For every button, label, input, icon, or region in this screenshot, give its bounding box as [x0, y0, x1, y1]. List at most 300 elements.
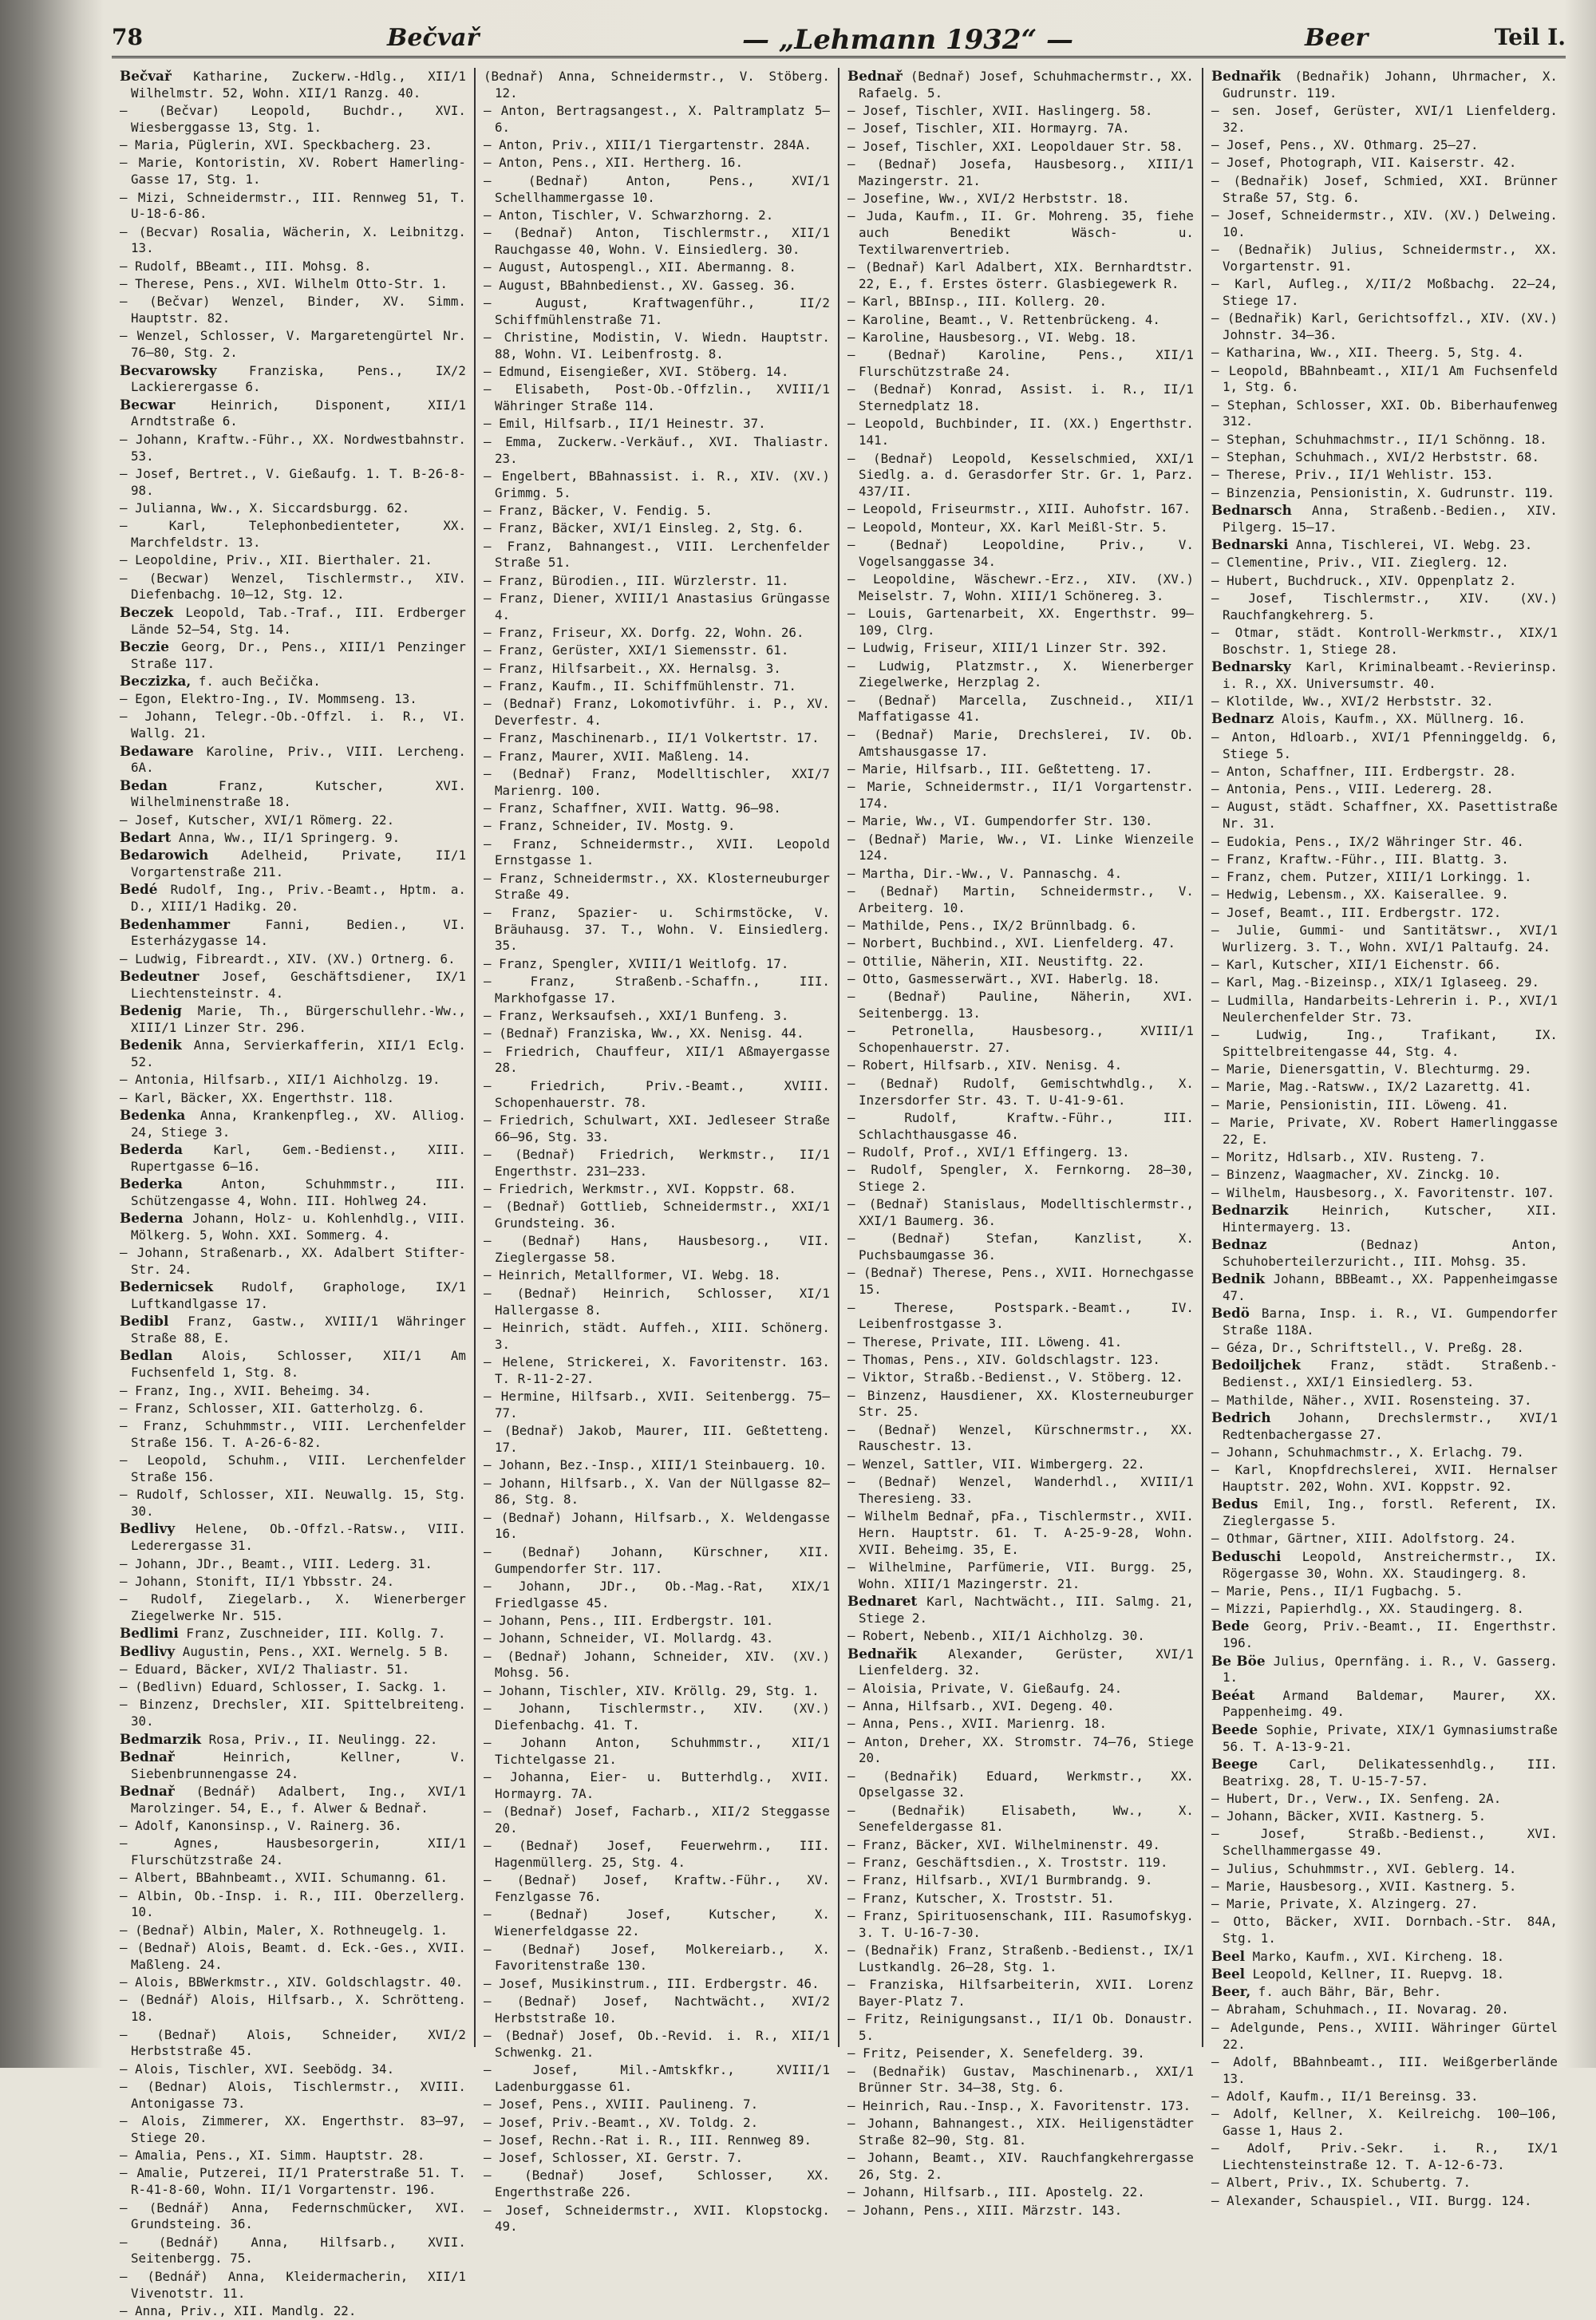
- directory-entry: [484, 294, 830, 329]
- entry-text: — Rudolf, Schlosser, XII. Neuwallg. 15, Stg. 30.: [120, 1487, 466, 1520]
- directory-entry: [484, 678, 830, 695]
- entry-text: Marie, Th., Bürgerschullehr.-Ww., XIII/1 Linzer Str. 296.: [131, 1003, 466, 1035]
- entry-text: — (Bednařik) Elisabeth, Ww., X. Senefeldergasse 81.: [847, 1802, 1194, 1835]
- entry-text: — Wilhelm Bednař, pFa., Tischlermstr., XVII. Hern. Hauptstr. 61. T. A-25-9-28, Wohn. XVII. Beheimg. 35, E.: [847, 1508, 1194, 1557]
- page-number: 78: [112, 24, 143, 50]
- entry-text: — Franz, Bäcker, V. Fendig. 5.: [484, 502, 713, 518]
- directory-entry: [484, 2132, 830, 2149]
- entry-text: — Johann, Telegr.-Ob.-Offzl. i. R., VI. Wallg. 21.: [120, 709, 466, 741]
- entry-text: — Johann, Stonift, II/1 Ybbsstr. 24.: [120, 1573, 395, 1589]
- entry-text: Augustin, Pens., XXI. Wernelg. 5 B.: [175, 1643, 450, 1659]
- directory-entry: [484, 1319, 830, 1354]
- directory-entry: [484, 520, 830, 537]
- entry-text: — Karl, Telephonbedienteter, XX. Marchfeldstr. 13.: [120, 518, 466, 551]
- directory-entry: [847, 953, 1194, 970]
- entry-surname: Bednaz: [1211, 1235, 1267, 1252]
- directory-entry: [120, 1107, 466, 1141]
- directory-entry: [1211, 798, 1558, 832]
- entry-text: — Johann, Hilfsarb., III. Apostelg. 22.: [847, 2184, 1145, 2200]
- directory-entry: [847, 1456, 1194, 1473]
- entry-surname: Bedé: [120, 881, 158, 898]
- directory-entry: [484, 415, 830, 433]
- entry-text: — Josef, Rechn.-Rat i. R., III. Rennweg 89.: [484, 2132, 812, 2148]
- entry-surname: Bedernicsek: [120, 1279, 214, 1295]
- entry-text: — Johann, Bäcker, XVII. Kastnerg. 5.: [1211, 1808, 1487, 1824]
- entry-text: — Amalia, Pens., XI. Simm. Hauptstr. 28.: [120, 2148, 425, 2164]
- directory-entry: [1211, 1825, 1558, 1860]
- entry-text: — (Bednař) Stefan, Kanzlist, X. Puchsbaumgasse 36.: [847, 1231, 1194, 1263]
- directory-entry: [1211, 763, 1558, 781]
- directory-entry: [120, 189, 466, 223]
- directory-entry: [120, 2268, 466, 2302]
- directory-entry: [120, 223, 466, 258]
- entry-text: — (Bednař) Johann, Kürschner, XII. Gumpendorfer Str. 117.: [484, 1543, 830, 1576]
- entry-text: — Antonia, Hilfsarb., XII/1 Aichholzg. 19.: [120, 1072, 440, 1088]
- entry-text: — Moritz, Hdlsarb., XIV. Rusteng. 7.: [1211, 1148, 1487, 1164]
- entry-text: — Johann, JDr., Ob.-Mag.-Rat, XIX/1 Friedlgasse 45.: [484, 1578, 830, 1611]
- directory-entry: [1211, 1271, 1558, 1305]
- entry-text: — Ludwig, Platzmstr., X. Wienerberger Ziegelwerke, Herzplag 2.: [847, 658, 1194, 690]
- entry-text: Franz, Gastw., XVIII/1 Währinger Straße 88, E.: [131, 1314, 466, 1346]
- directory-entry: [484, 433, 830, 468]
- entry-surname: Bedenik: [120, 1037, 182, 1053]
- directory-entry: [847, 935, 1194, 952]
- entry-text: — Stephan, Schuhmach., XVI/2 Herbststr. 68.: [1211, 449, 1540, 465]
- directory-entry: [120, 1244, 466, 1279]
- directory-entry: [847, 381, 1194, 415]
- entry-surname: Beczek: [120, 603, 174, 620]
- directory-entry: [120, 1279, 466, 1313]
- entry-text: — Josef, Bertret., V. Gießaufg. 1. T. B-26-8-98.: [120, 465, 466, 498]
- directory-entry: [484, 2202, 830, 2236]
- directory-entry: [120, 1141, 466, 1176]
- directory-entry: [484, 1769, 830, 1803]
- entry-text: — (Bednař) Karoline, Pens., XII/1 Flurschützstraße 24.: [847, 347, 1194, 380]
- directory-entry: [120, 136, 466, 154]
- entry-text: — Franz, Spazier- u. Schirmstöcke, V. Bräuhausg. 37. T., Wohn. V. Einsiedlerg. 35.: [484, 904, 830, 954]
- entry-text: Georg, Priv.-Beamt., II. Engerthstr. 196.: [1223, 1618, 1558, 1651]
- directory-entry: [1211, 1392, 1558, 1409]
- directory-entry: [847, 1733, 1194, 1768]
- directory-entry: [1211, 624, 1558, 658]
- entry-text: — Franz, Bahnangest., VIII. Lerchenfelder Straße 51.: [484, 538, 830, 571]
- directory-entry: [484, 1578, 830, 1612]
- entry-text: Franz, Zuschneider, III. Kollg. 7.: [178, 1626, 446, 1642]
- entry-text: — Josef, Pens., XVIII. Paulineng. 7.: [484, 2097, 759, 2113]
- entry-text: Johann, Drechslermstr., XVI/1 Redtenbachergasse 27.: [1223, 1409, 1558, 1442]
- directory-entry: [1211, 1236, 1558, 1271]
- entry-surname: Bedart: [120, 829, 172, 846]
- directory-entry: [484, 1025, 830, 1042]
- directory-entry: [484, 1232, 830, 1267]
- entry-text: Rudolf, Ing., Priv.-Beamt., Hptm. a. D., XIII/1 Hadikg. 20.: [131, 882, 466, 915]
- directory-entry: [1211, 904, 1558, 922]
- directory-entry: [120, 1749, 466, 1783]
- directory-entry: [1211, 1061, 1558, 1078]
- entry-text: Johann, Holz- u. Kohlenhdlg., VIII. Mölkerg. 5, Wohn. XXI. Sommerg. 4.: [131, 1211, 466, 1243]
- entry-text: — Friedrich, Chauffeur, XII/1 Aßmayergasse 28.: [484, 1043, 830, 1076]
- entry-text: — (Bednař) Therese, Pens., XVII. Hornechgasse 15.: [847, 1265, 1194, 1298]
- directory-entry: [847, 1299, 1194, 1334]
- entry-text: Marko, Kaufm., XVI. Kircheng. 18.: [1245, 1948, 1505, 1964]
- entry-surname: Beczie: [120, 638, 169, 654]
- directory-entry: [1211, 1148, 1558, 1166]
- directory-entry: [1211, 275, 1558, 310]
- entry-text: — Petronella, Hausbesorg., XVIII/1 Schopenhauerstr. 27.: [847, 1023, 1194, 1056]
- entry-text: — Otto, Bäcker, XVII. Dornbach.-Str. 84A, Stg. 1.: [1211, 1914, 1558, 1947]
- directory-entry: [847, 68, 1194, 102]
- entry-text: — Agnes, Hausbesorgerin, XII/1 Flurschützstraße 24.: [120, 1836, 466, 1868]
- entry-text: — Emma, Zuckerw.-Verkäuf., XVI. Thaliastr. 23.: [484, 433, 830, 466]
- entry-text: — Heinrich, städt. Auffeh., XIII. Schönerg. 3.: [484, 1319, 830, 1352]
- directory-entry: [484, 1509, 830, 1543]
- entry-text: — Marie, Kontoristin, XV. Robert Hamerling-Gasse 17, Stg. 1.: [120, 155, 466, 188]
- entry-text: — (Bednař) Karl Adalbert, XIX. Bernhardtstr. 22, E., f. Erstes österr. Glasbiegewerk R.: [847, 259, 1194, 292]
- directory-entry: [120, 1678, 466, 1696]
- entry-text: — Binzenz, Waagmacher, XV. Zinckg. 10.: [1211, 1167, 1502, 1183]
- entry-text: — Adolf, BBahnbeamt., III. Weißgerberlände 13.: [1211, 2053, 1558, 2086]
- entry-surname: Bečvař: [120, 68, 172, 84]
- directory-entry: [1211, 1756, 1558, 1790]
- directory-entry: [1211, 466, 1558, 484]
- entry-text: — Franz, Schuhmmstr., VIII. Lerchenfelder Straße 156. T. A-26-6-82.: [120, 1418, 466, 1450]
- entry-text: — Alexander, Schauspiel., VII. Burgg. 124.: [1211, 2192, 1532, 2208]
- directory-entry: [120, 916, 466, 951]
- entry-surname: Be Böe: [1211, 1652, 1266, 1669]
- entry-text: — Josef, Straßb.-Bedienst., XVI. Schellhammergasse 49.: [1211, 1826, 1558, 1859]
- directory-entry: [847, 1836, 1194, 1854]
- entry-text: — (Bednařik) Julius, Schneidermstr., XX. Vorgartenstr. 91.: [1211, 241, 1558, 274]
- entry-text: — sen. Josef, Gerüster, XVI/1 Lienfelderg. 32.: [1211, 103, 1558, 135]
- directory-entry: [120, 1382, 466, 1400]
- directory-entry: [847, 138, 1194, 156]
- entry-text: Helene, Ob.-Offzl.-Ratsw., VIII. Lederergasse 31.: [131, 1521, 466, 1554]
- entry-text: — Franz, Schneidermstr., XVII. Leopold Ernstgasse 1.: [484, 836, 830, 868]
- entry-text: — Wenzel, Sattler, VII. Wimbergerg. 22.: [847, 1456, 1145, 1472]
- directory-entry: [1211, 68, 1558, 102]
- directory-entry: [120, 1452, 466, 1486]
- directory-entry: [484, 154, 830, 172]
- entry-text: Carl, Delikatessenhdlg., III. Beatrixg. 28, T. U-15-7-57.: [1223, 1756, 1558, 1788]
- entry-text: f. auch Bečička.: [191, 673, 321, 689]
- entry-text: — Josef, Schneidermstr., XIV. (XV.) Delweing. 10.: [1211, 207, 1558, 239]
- entry-surname: Bedlivy: [120, 1642, 176, 1659]
- entry-text: — Franz, Schneidermstr., XX. Klosterneuburger Straße 49.: [484, 870, 830, 903]
- directory-entry: [1211, 572, 1558, 590]
- entry-text: — Aloisia, Private, V. Gießaufg. 24.: [847, 1680, 1123, 1696]
- entry-text: — Ottilie, Näherin, XII. Neustiftg. 22.: [847, 953, 1145, 969]
- entry-text: — Franz, Spengler, XVIII/1 Weitlofg. 17.: [484, 955, 789, 971]
- entry-text: Karl, Kriminalbeamt.-Revierinsp. i. R., XX. Universumstr. 40.: [1223, 659, 1558, 691]
- entry-text: — Franz, Hilfsarb., XVI/1 Burmbrandg. 9.: [847, 1872, 1153, 1888]
- directory-entry: [1211, 1948, 1558, 1966]
- directory-entry: [120, 570, 466, 604]
- entry-text: — Karl, BBInsp., III. Kollerg. 20.: [847, 294, 1108, 310]
- directory-entry: [847, 571, 1194, 605]
- entry-text: Georg, Dr., Pens., XIII/1 Penzinger Straße 117.: [131, 638, 466, 671]
- entry-text: — (Bednař) Marie, Drechslerei, IV. Ob. Amtshausgasse 17.: [847, 726, 1194, 759]
- directory-entry: [1211, 1895, 1558, 1913]
- directory-entry: [1211, 502, 1558, 536]
- directory-entry: [120, 743, 466, 777]
- entry-text: — (Bednař) Josef, Molkereiarb., X. Favoritenstraße 130.: [484, 1941, 830, 1974]
- directory-entry: [484, 172, 830, 207]
- entry-text: Franz, städt. Straßenb.-Bedienst., XXI/1 Einsiedlerg. 53.: [1223, 1358, 1558, 1390]
- directory-entry: [847, 415, 1194, 449]
- entry-text: — Anton, Dreher, XX. Stromstr. 74—76, Stiege 20.: [847, 1733, 1194, 1766]
- directory-entry: [1211, 1808, 1558, 1825]
- directory-entry: [1211, 397, 1558, 431]
- column-1: [112, 68, 476, 2318]
- directory-entry: [484, 1354, 830, 1388]
- directory-entry: [847, 761, 1194, 778]
- entry-text: — Johann, Bahnangest., XIX. Heiligenstädter Straße 82—90, Stg. 81.: [847, 2116, 1194, 2148]
- entry-text: — (Bednař) Josef, Facharb., XII/2 Steggasse 20.: [484, 1804, 830, 1836]
- directory-entry: [847, 831, 1194, 865]
- entry-surname: Bedlan: [120, 1347, 173, 1364]
- entry-text: — Johann, JDr., Beamt., VIII. Lederg. 31.: [120, 1555, 433, 1571]
- directory-entry: [484, 2096, 830, 2113]
- entry-text: — Leopold, BBahnbeamt., XII/1 Am Fuchsenfeld 1, Stg. 6.: [1211, 362, 1558, 395]
- entry-text: — Hedwig, Lebensm., XX. Kaiserallee. 9.: [1211, 887, 1509, 903]
- directory-entry: [847, 207, 1194, 258]
- entry-text: — Karl, Aufleg., X/II/2 Moßbachg. 22—24, Stiege 17.: [1211, 276, 1558, 308]
- entry-text: (Bednař) Josef, Schuhmachermstr., XX. Rafaelg. 5.: [859, 69, 1194, 101]
- directory-entry: [484, 695, 830, 729]
- directory-entry: [847, 1907, 1194, 1942]
- entry-text: — Mathilde, Näher., XVII. Rosensteing. 37.: [1211, 1392, 1532, 1408]
- entry-text: — (Bednař) Marcella, Zuschneid., XII/1 Maffatigasse 41.: [847, 692, 1194, 725]
- directory-entry: [484, 1993, 830, 2027]
- entry-text: — Johann, Tischler, XIV. Kröllg. 29, Stg. 1.: [484, 1682, 820, 1698]
- directory-entry: [1211, 449, 1558, 466]
- entry-text: Karoline, Priv., VIII. Lercheng. 6A.: [131, 743, 466, 776]
- entry-text: — Adolf, Kanonsinsp., V. Rainerg. 36.: [120, 1817, 402, 1833]
- entry-surname: Bedö: [1211, 1305, 1250, 1322]
- directory-entry: [1211, 2001, 1558, 2018]
- entry-text: — (Bednař) Josef, Ob.-Revid. i. R., XII/1 Schwenkg. 21.: [484, 2028, 830, 2060]
- entry-text: — (Bednář) Alois, Hilfsarb., X. Schrötteng. 18.: [120, 1992, 466, 2025]
- entry-text: — Johann, Kraftw.-Führ., XX. Nordwestbahnstr. 53.: [120, 431, 466, 464]
- entry-text: — Ludmilla, Handarbeits-Lehrerin i. P., XVI/1 Neulerchenfelder Str. 73.: [1211, 992, 1558, 1025]
- entry-text: — Géza, Dr., Schriftstell., V. Preßg. 28.: [1211, 1340, 1524, 1356]
- entry-text: — Marie, Hausbesorg., XVII. Kastnerg. 5.: [1211, 1878, 1517, 1894]
- directory-entry: [847, 970, 1194, 988]
- entry-text: — Franz, Bäcker, XVI. Wilhelminenstr. 49.: [847, 1836, 1160, 1852]
- entry-surname: Bede: [1211, 1618, 1250, 1634]
- entry-text: — Franz, Schneider, IV. Mostg. 9.: [484, 818, 736, 834]
- directory-entry: [484, 1285, 830, 1319]
- entry-text: — (Bednař) Josefa, Hausbesorg., XIII/1 Mazingerstr. 21.: [847, 156, 1194, 188]
- directory-entry: [484, 1543, 830, 1578]
- entry-text: — (Bednař) Heinrich, Schlosser, XI/1 Hallergasse 8.: [484, 1285, 830, 1318]
- directory-entry: [120, 1002, 466, 1037]
- entry-text: — Franz, Bäcker, XVI/1 Einsleg. 2, Stg. 6.: [484, 520, 804, 536]
- entry-surname: Beede: [1211, 1721, 1258, 1737]
- directory-entry: [847, 1161, 1194, 1196]
- directory-entry: [1211, 1444, 1558, 1461]
- entry-text: — (Bednař) Anton, Pens., XVI/1 Schellhammergasse 10.: [484, 172, 830, 205]
- directory-entry: [1211, 484, 1558, 502]
- directory-entry: [847, 1646, 1194, 1680]
- directory-entry: [120, 690, 466, 708]
- directory-entry: [847, 1890, 1194, 1907]
- entry-text: — (Bednařik) Eduard, Werkmstr., XX. Opselgasse 32.: [847, 1768, 1194, 1800]
- directory-entry: [1211, 1983, 1558, 2001]
- entry-text: Anna, Tischlerei, VI. Webg. 23.: [1288, 537, 1533, 553]
- entry-text: — Karoline, Beamt., V. Rettenbrückeng. 4.: [847, 311, 1160, 327]
- entry-text: Leopold, Tab.-Traf., III. Erdberger Lände 52—54, Stg. 14.: [131, 604, 466, 637]
- directory-entry: [1211, 2140, 1558, 2174]
- directory-entry: [120, 968, 466, 1002]
- entry-text: — (Bednař) Johann, Hilfsarb., X. Weldengasse 16.: [484, 1509, 830, 1542]
- directory-entry: [484, 1648, 830, 1682]
- entry-text: — Johann Anton, Schuhmmstr., XII/1 Tichtelgasse 21.: [484, 1735, 830, 1767]
- entry-text: — Marie, Mag.-Ratsww., IX/2 Lazarettg. 41.: [1211, 1079, 1532, 1095]
- directory-entry: [1211, 1339, 1558, 1357]
- entry-text: — Rudolf, Prof., XVI/1 Effingerg. 13.: [847, 1144, 1130, 1160]
- entry-text: — Johann, Pens., XIII. Märzstr. 143.: [847, 2202, 1123, 2218]
- entry-text: — Mizi, Schneidermstr., III. Rennweg 51, T. U-18-6-86.: [120, 189, 466, 222]
- entry-surname: Becwar: [120, 396, 176, 413]
- entry-text: — (Bednařik) Gustav, Maschinenarb., XXI/1 Brünner Str. 34—38, Stg. 6.: [847, 2063, 1194, 2096]
- entry-text: — Josef, Tischler, XII. Hormayrg. 7A.: [847, 121, 1130, 136]
- directory-entry: [120, 1486, 466, 1520]
- entry-text: — Karoline, Hausbesorg., VI. Webg. 18.: [847, 329, 1138, 345]
- directory-entry: [484, 1456, 830, 1474]
- directory-entry: [484, 1198, 830, 1232]
- directory-entry: [847, 1871, 1194, 1889]
- entry-text: — Franz, Friseur, XX. Dorfg. 22, Wohn. 26.: [484, 625, 804, 640]
- directory-entry: [484, 1837, 830, 1871]
- directory-entry: [120, 1037, 466, 1071]
- directory-entry: [847, 2184, 1194, 2201]
- entry-text: — Mizzi, Papierhdlg., XX. Staudingerg. 8.: [1211, 1601, 1524, 1617]
- entry-text: — Eudokia, Pens., IX/2 Währinger Str. 46.: [1211, 833, 1524, 849]
- directory-entry: [1211, 922, 1558, 956]
- directory-entry: [847, 1196, 1194, 1230]
- directory-entry: [120, 1817, 466, 1835]
- entry-text: — Franz, Schlosser, XII. Gatterholzg. 6.: [120, 1400, 425, 1416]
- entry-text: — Franz, Straßenb.-Schaffn., III. Markhofgasse 17.: [484, 973, 830, 1006]
- directory-entry: [847, 865, 1194, 883]
- directory-entry: [847, 1369, 1194, 1386]
- directory-entry: [484, 748, 830, 765]
- directory-entry: [1211, 868, 1558, 886]
- directory-entry: [484, 1941, 830, 1975]
- directory-entry: [847, 1022, 1194, 1057]
- entry-text: — Karl, Bäcker, XX. Engerthstr. 118.: [120, 1089, 395, 1105]
- entry-text: — Adolf, Kaufm., II/1 Bereinsg. 33.: [1211, 2088, 1479, 2104]
- entry-text: Anna, Straßenb.-Bedien., XIV. Pilgerg. 15—17.: [1223, 502, 1558, 535]
- directory-entry: [1211, 1461, 1558, 1496]
- directory-entry: [120, 1869, 466, 1887]
- entry-text: — Therese, Postspark.-Beamt., IV. Leibenfrostgasse 3.: [847, 1299, 1194, 1332]
- directory-entry: [847, 917, 1194, 935]
- entry-text: — Johanna, Eier- u. Butterhdlg., XVII. Hormayrg. 7A.: [484, 1769, 830, 1801]
- directory-entry: [1211, 172, 1558, 207]
- entry-text: — Albert, BBahnbeamt., XVII. Schumanng. 61.: [120, 1870, 448, 1886]
- directory-entry: [120, 431, 466, 465]
- directory-entry: [847, 2010, 1194, 2045]
- entry-text: — Otmar, städt. Kontroll-Werkmstr., XIX/1 Boschstr. 1, Stiege 28.: [1211, 625, 1558, 657]
- entry-text: — Friedrich, Schulwart, XXI. Jedleseer Straße 66—96, Stg. 33.: [484, 1112, 830, 1144]
- entry-text: — (Bednař) Anton, Tischlermstr., XII/1 Rauchgasse 40, Wohn. V. Einsiedlerg. 30.: [484, 225, 830, 257]
- directory-entry: [847, 1508, 1194, 1558]
- entry-text: Anna, Ww., II/1 Springerg. 9.: [171, 830, 401, 846]
- entry-text: Alexander, Gerüster, XVI/1 Lienfelderg. 32.: [859, 1646, 1194, 1678]
- directory-entry: [1211, 2174, 1558, 2192]
- entry-surname: Bedan: [120, 777, 168, 793]
- entry-text: — Anna, Priv., XII. Mandlg. 22.: [120, 2302, 357, 2318]
- entry-text: — Clementine, Priv., VII. Zieglerg. 12.: [1211, 555, 1509, 571]
- directory-entry: [484, 329, 830, 363]
- directory-entry: [847, 778, 1194, 812]
- directory-entry: [120, 465, 466, 500]
- entry-text: — (Bednař) Josef, Kraftw.-Führ., XV. Fenzlgasse 76.: [484, 1872, 830, 1905]
- directory-entry: [484, 800, 830, 817]
- entry-text: — Hubert, Buchdruck., XIV. Oppenplatz 2.: [1211, 572, 1517, 588]
- entry-text: — Johann, Hilfsarb., X. Van der Nüllgasse 82—86, Stg. 8.: [484, 1475, 830, 1508]
- entry-text: — (Becwar) Wenzel, Tischlermstr., XIV. Diefenbachg. 10—12, Stg. 12.: [120, 570, 466, 603]
- directory-entry: [120, 708, 466, 742]
- entry-text: — Franz, Maschinenarb., II/1 Volkertstr. 17.: [484, 730, 820, 746]
- entry-text: — Wenzel, Schlosser, V. Margaretengürtel Nr. 76—80, Stg. 2.: [120, 328, 466, 361]
- directory-entry: [484, 1734, 830, 1769]
- entry-text: — Franz, Hilfsarbeit., XX. Hernalsg. 3.: [484, 660, 781, 676]
- directory-entry: [847, 1942, 1194, 1976]
- directory-entry: [847, 346, 1194, 381]
- entry-text: f. auch Bähr, Bär, Behr.: [1250, 1984, 1442, 2000]
- entry-text: Josef, Geschäftsdiener, IX/1 Liechtensteinstr. 4.: [131, 968, 466, 1001]
- entry-text: — (Bednař) Johann, Schneider, XIV. (XV.) Mohsg. 56.: [484, 1648, 830, 1681]
- entry-text: Johann, BBBeamt., XX. Pappenheimgasse 47.: [1223, 1271, 1558, 1303]
- entry-text: — Katharina, Ww., XII. Theerg. 5, Stg. 4.: [1211, 345, 1524, 361]
- entry-text: — Anton, Schaffner, III. Erdbergstr. 28.: [1211, 763, 1517, 779]
- directory-entry: [120, 604, 466, 638]
- directory-entry: [847, 500, 1194, 518]
- entry-text: — Josef, Mil.-Amtskfkr., XVIII/1 Ladenburggasse 61.: [484, 2062, 830, 2094]
- directory-entry: [484, 1180, 830, 1198]
- directory-entry: [1211, 154, 1558, 172]
- entry-text: Alois, Kaufm., XX. Müllnerg. 16.: [1274, 711, 1526, 727]
- directory-entry: [484, 207, 830, 224]
- directory-entry: [484, 1388, 830, 1422]
- directory-entry: [484, 1043, 830, 1077]
- entry-text: Anna, Krankenpfleg., XV. Alliog. 24, Stiege 3.: [131, 1107, 466, 1140]
- entry-text: — (Bednařik) Karl, Gerichtsoffzl., XIV. (XV.) Johnstr. 34—36.: [1211, 310, 1558, 342]
- entry-text: Anna, Servierkafferin, XII/1 Eclg. 52.: [131, 1037, 466, 1069]
- entry-text: — Klotilde, Ww., XVI/2 Herbststr. 32.: [1211, 694, 1494, 709]
- directory-entry: [484, 102, 830, 136]
- directory-entry: [484, 259, 830, 276]
- directory-entry: [847, 1559, 1194, 1593]
- directory-entry: [120, 1555, 466, 1573]
- directory-entry: [1211, 207, 1558, 241]
- entry-text: — August, BBahnbedienst., XV. Gasseg. 36.: [484, 277, 796, 293]
- entry-text: — (Bečvar) Leopold, Buchdr., XVI. Wiesberggasse 13, Stg. 1.: [120, 103, 466, 135]
- header-left-keyword: Bečvař: [387, 24, 480, 52]
- directory-entry: [120, 1991, 466, 2026]
- directory-entry: [1211, 590, 1558, 624]
- entry-text: (Bednaz) Anton, Schuhoberteilerzuricht., III. Mohsg. 35.: [1223, 1236, 1558, 1269]
- entry-text: — Alois, Tischler, XVI. Seebödg. 34.: [120, 2061, 395, 2077]
- entry-text: — Franz, chem. Putzer, XIII/1 Lorkingg. 1.: [1211, 869, 1532, 885]
- entry-text: — Franz, Maurer, XVII. Maßleng. 14.: [484, 748, 751, 764]
- directory-entry: [484, 1700, 830, 1734]
- directory-entry: [1211, 693, 1558, 710]
- directory-entry: [120, 1974, 466, 1991]
